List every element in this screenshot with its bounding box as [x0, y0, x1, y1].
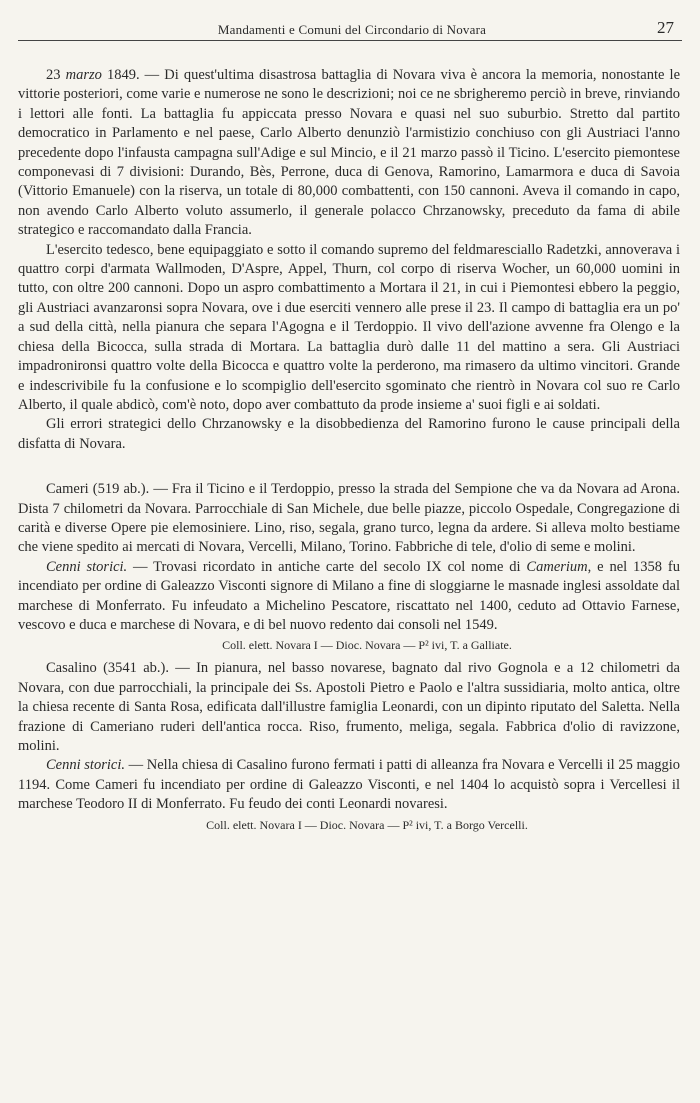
casalino-description: (3541 ab.). — In pianura, nel basso novarese, bagnato dal rivo Gognola e a 12 chilometri da Novara, con due parrocchiali, la principale dei Ss. Apostoli Pietro e Paolo e l'altra sussidiaria, molto antica, oltre la chiesa recente di Santa Rosa, edificata dall'illustre famiglia Leonardi, con un dipinto riputato del Saletta. Nella frazione di Cameriano ruderi dell'antica rocca. Riso, frumento, meliga, segala. Fabbrica d'olio di ravizzone, molini. — [18, 660, 680, 754]
cameri-entry — [18, 480, 680, 558]
cameri-latin-name: Camerium — [526, 558, 588, 575]
casalino-name: Casalino — [46, 660, 97, 677]
running-title: Mandamenti e Comuni del Circondario di Novara — [217, 22, 487, 37]
battle-date-month: marzo — [65, 67, 102, 83]
battle-paragraph-1 — [18, 66, 680, 241]
battle-text: 1849. — Di quest'ultima disastrosa battaglia di Novara viva è ancora la memoria, nonostante le vittorie posteriori, come varie e numerose ne sono le descrizioni; noi ce ne sbrigheremo perciò in breve, rinviando i lettori alle fonti. La battaglia fu appiccata presso Novara e quasi nel suo suburbio. Stretto dal partito democratico in Parlamento e nel paese, Carlo Alberto denunziò l'armistizio conchiuso con gli Austriaci l'anno precedente dopo l'infausta campagna sull'Adige e sul Mincio, e il 21 marzo passò il Ticino. L'esercito piemontese componevasi di 7 divisioni: Durando, Bès, Perrone, duca di Genova, Ramorino, Lamarmora e duca di Savoia (Vittorio Emanuele) con la riserva, un totale di 80,000 combattenti, con 150 cannoni. Aveva il comando in capo, non avendo Carlo Alberto voluto assumerlo, il generale polacco Chrzanowsky, preceduto da fama di abile strategico e raccomandato dalla Francia. — [18, 67, 681, 239]
casalino-history — [18, 756, 680, 814]
cameri-footnote: Coll. elett. Novara I — Dioc. Novara — P² ivi, T. a Galliate. — [222, 638, 512, 653]
casalino-history-text: — Nella chiesa di Casalino furono fermati i patti di alleanza fra Novara e Vercelli il 25 maggio 1194. Come Cameri fu incendiato per ordine di Galeazzo Visconti, e nel 1404 lo acquistò sopra i Vercellesi il marchese Teodoro II di Monferrato. Fu feudo dei conti Leonardi novaresi. — [18, 757, 680, 813]
page-body — [18, 66, 680, 839]
page-header — [18, 16, 686, 42]
page-number: 27 — [657, 18, 674, 37]
battle-paragraph-2: L'esercito tedesco, bene equipaggiato e sotto il comando supremo del feldmaresciallo Radetzki, annoverava i quattro corpi d'armata Wallmoden, D'Aspre, Appel, Thurn, col corpo di riserva Wocher, un 60,000 uomini in tutto, con oltre 200 cannoni. Dopo un aspro combattimento a Mortara il 21, in cui i Piemontesi ebbero la peggio, gli Austriaci avanzaronsi sopra Novara, ove i due eserciti vennero alle prese il 23. Il campo di battaglia era un po' a sud della città, nella pianura che separa l'Agogna e il Terdoppio. Il vivo dell'azione avvenne fra Olengo e la chiesa della Bicocca, sulla strada di Mortara. La battaglia durò dalle 11 del mattino a sera. Gli Austriaci impadronironsi quattro volte della Bicocca e quattro volte la perderono, ma rimasero da ultimo vincitori. Grande e indescrivibile fu la confusione e lo scompiglio dell'esercito sgominato che rientrò in Novara col suo re Carlo Alberto, il quale abdicò, com'è noto, dopo aver combattuto da prode insieme a' suoi figli e ai soldati. — [18, 241, 680, 413]
battle-date-day: 23 — [46, 67, 61, 83]
cameri-history — [18, 558, 680, 636]
cameri-name: Cameri — [46, 481, 89, 498]
section-gap — [18, 454, 680, 480]
header-divider — [18, 40, 682, 41]
casalino-entry — [18, 659, 680, 756]
cameri-history-text-a: — Trovasi ricordato in antiche carte del secolo IX col nome di — [127, 558, 527, 575]
cameri-history-text-b: , e nel 1358 fu incendiato per ordine di Galeazzo Visconti signore di Milano a fine di sloggiarne le masnade inglesi assoldate dal marchese di Monferrato. Fu infeudato a Michelino Pescatore, riscattato nel 1400, ceduto ad Ottavio Farnese, vescovo e duca e marchese di Novara, e di bel nuovo redento dai consoli nel 1549. — [18, 558, 680, 633]
cameri-description: (519 ab.). — Fra il Ticino e il Terdoppio, presso la strada del Sempione che va da Novara ad Arona. Dista 7 chilometri da Novara. Parrocchiale di San Michele, due belle piazze, piccolo Ospedale, Congregazione di carità e diverse Opere pie elemosiniere. Lino, riso, segala, grano turco, legna da ardere. Si alleva molto bestiame che viene spedito ai mercati di Novara, Vercelli, Milano, Torino. Fabbriche di tele, d'olio di seme e molini. — [18, 481, 680, 556]
cameri-history-label: Cenni storici. — [46, 558, 128, 575]
casalino-footnote: Coll. elett. Novara I — Dioc. Novara — P² ivi, T. a Borgo Vercelli. — [206, 817, 528, 832]
battle-paragraph-3: Gli errori strategici dello Chrzanowsky e la disobbedienza del Ramorino furono le cause principali della disfatta di Novara. — [18, 416, 680, 452]
casalino-history-label: Cenni storici. — [46, 757, 125, 774]
